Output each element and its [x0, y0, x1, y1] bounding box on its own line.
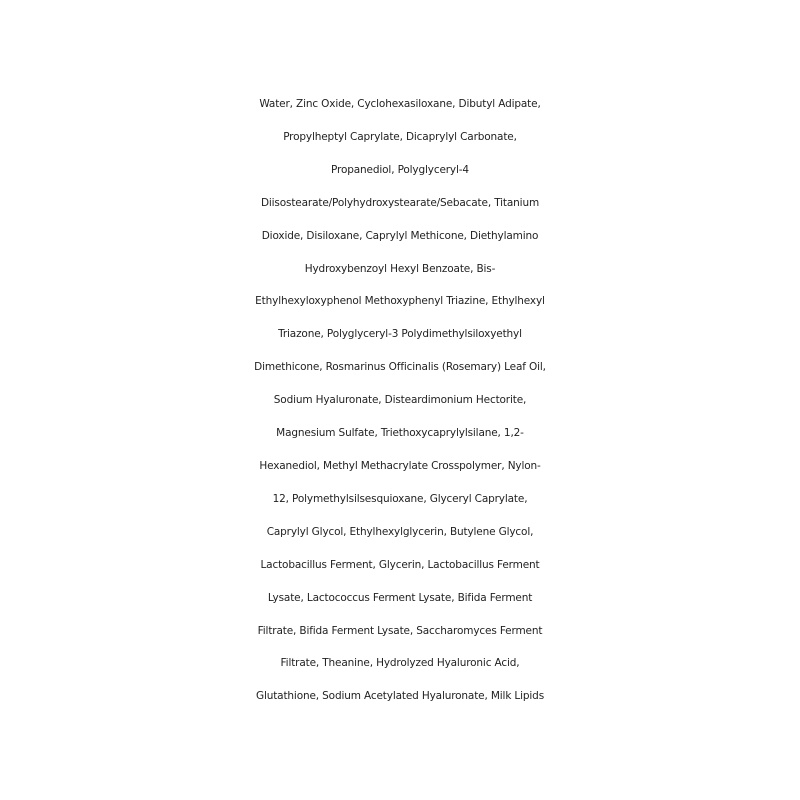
- ingredient-line: Diisostearate/Polyhydroxystearate/Sebacate, Titanium: [260, 196, 540, 209]
- ingredient-line: Glutathione, Sodium Acetylated Hyaluronate, Milk Lipids: [255, 690, 545, 703]
- ingredient-line: Propanediol, Polyglyceryl-4: [331, 163, 469, 176]
- ingredient-line: Magnesium Sulfate, Triethoxycaprylylsilane, 1,2-: [276, 427, 524, 440]
- ingredient-line: Propylheptyl Caprylate, Dicaprylyl Carbonate,: [283, 130, 517, 143]
- ingredient-line: Lysate, Lactococcus Ferment Lysate, Bifida Ferment: [267, 591, 533, 604]
- ingredient-line: Sodium Hyaluronate, Disteardimonium Hectorite,: [273, 394, 527, 407]
- ingredient-line: Ethylhexyloxyphenol Methoxyphenyl Triazine, Ethylhexyl: [255, 295, 545, 308]
- ingredient-line: Filtrate, Theanine, Hydrolyzed Hyaluronic Acid,: [280, 657, 520, 670]
- ingredient-line: Lactobacillus Ferment, Glycerin, Lactobacillus Ferment: [260, 558, 540, 571]
- ingredient-line: Dimethicone, Rosmarinus Officinalis (Rosemary) Leaf Oil,: [254, 361, 546, 374]
- ingredient-line: Hydroxybenzoyl Hexyl Benzoate, Bis-: [304, 262, 496, 275]
- ingredient-line: Hexanediol, Methyl Methacrylate Crosspolymer, Nylon-: [259, 459, 541, 472]
- ingredient-list: [0, 88, 800, 713]
- ingredient-line: Water, Zinc Oxide, Cyclohexasiloxane, Dibutyl Adipate,: [259, 98, 541, 110]
- ingredient-line: Dioxide, Disiloxane, Caprylyl Methicone, Diethylamino: [261, 229, 539, 242]
- ingredient-line: Caprylyl Glycol, Ethylhexylglycerin, Butylene Glycol,: [266, 525, 534, 538]
- ingredient-line: Filtrate, Bifida Ferment Lysate, Saccharomyces Ferment: [257, 624, 543, 637]
- ingredient-line: Triazone, Polyglyceryl-3 Polydimethylsiloxyethyl: [278, 328, 522, 341]
- ingredient-line: 12, Polymethylsilsesquioxane, Glyceryl Caprylate,: [272, 492, 528, 505]
